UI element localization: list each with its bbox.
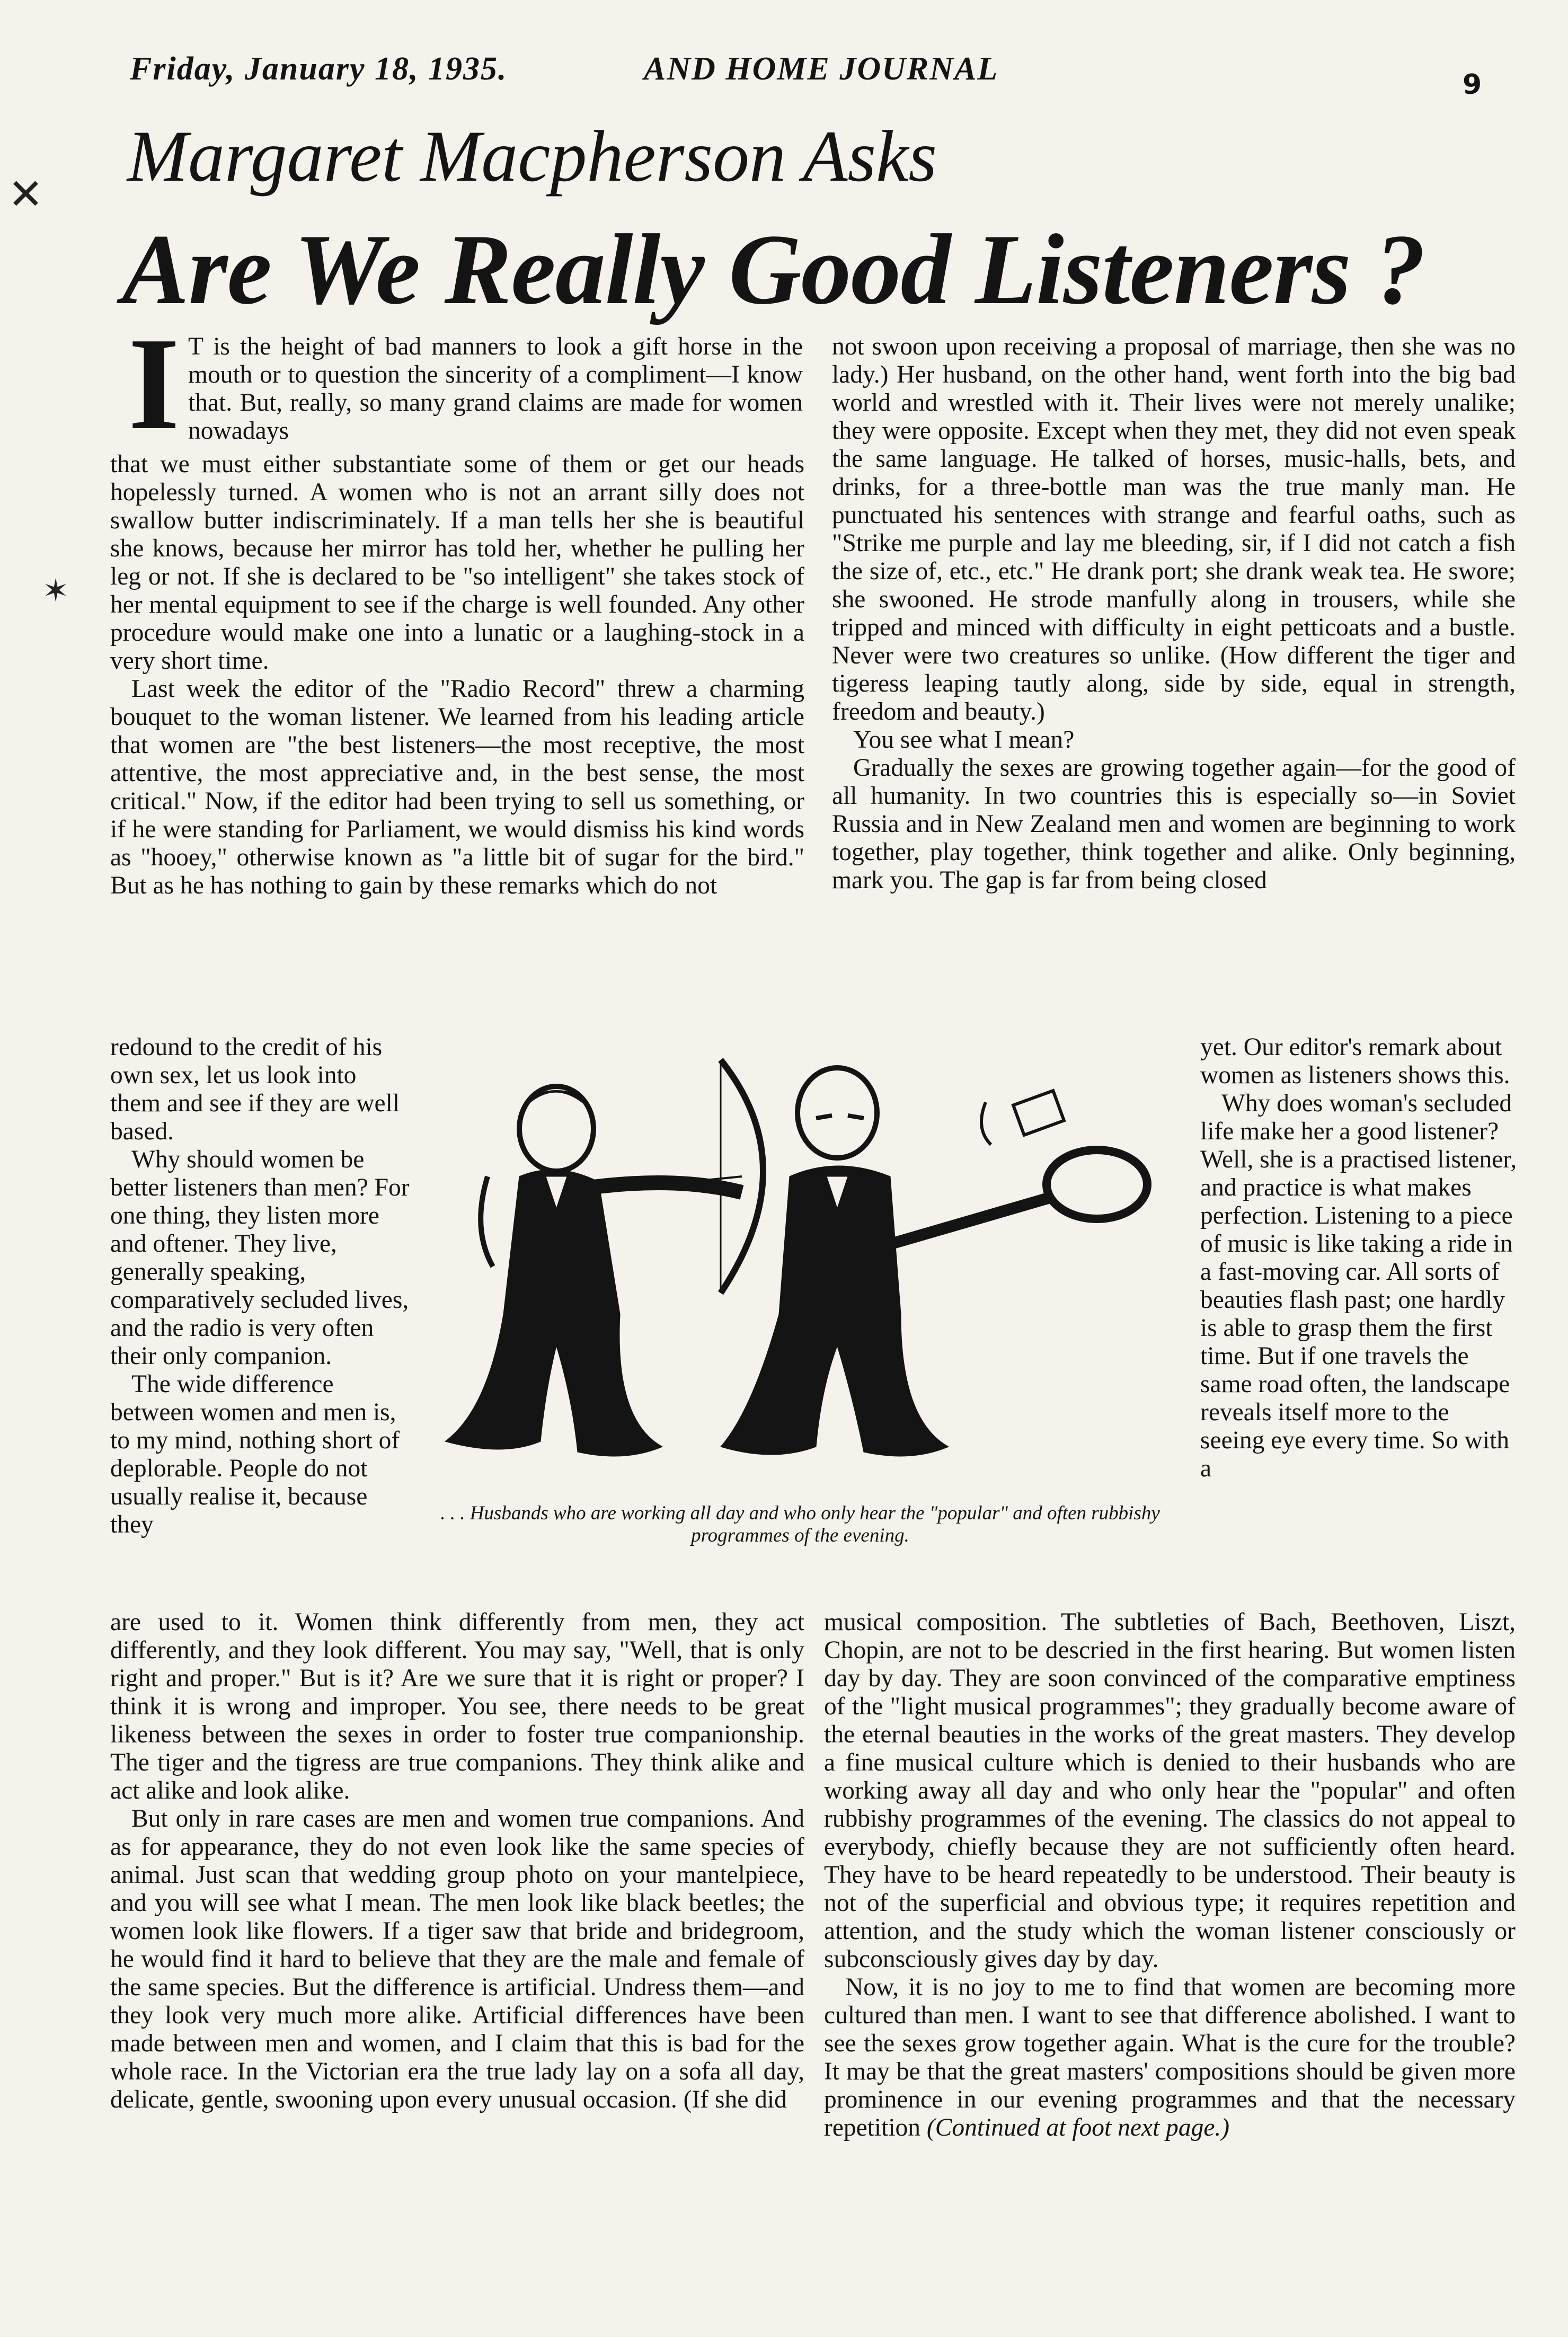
right-figure-banjo-player (721, 1068, 1147, 1456)
paragraph-wide-difference: The wide difference between women and men is, to my mind, nothing short of deplorable. People do not usually realise it, because they (110, 1370, 400, 1538)
illustration-caption: . . . Husbands who are working all day and who only hear the "popular" and often rubbishy programmes of the evening. (440, 1502, 1160, 1546)
running-header-publication: AND HOME JOURNAL (644, 51, 999, 87)
paragraph-see-what-i-mean: You see what I mean? (853, 726, 1075, 754)
left-column-narrow (110, 1033, 412, 1539)
paragraph-victorian: not swoon upon receiving a proposal of marriage, then she was no lady.) Her husband, on the other hand, went forth into the big bad world and wrestled with it. Their lives were not merely unalike; they were opposite. Except when they met, they did not even speak the same language. He talked of horses, music-halls, bets, and drinks, for a three-bottle man was the true manly man. He punctuated his sentences with strange and fearful oaths, such as "Strike me purple and lay me bleeding, sir, if I did not catch a fish the size of, etc., etc." He drank port; she drank weak tea. He swore; she swooned. He strode manfully along in trousers, while she tripped and minced with difficulty in eight petticoats and a bustle. Never were two creatures so unlike. (How different the tiger and tigeress leaping tautly along, side by side, equal in strength, freedom and beauty.) (832, 333, 1516, 725)
article-headline: Are We Really Good Listeners ? (122, 214, 1425, 325)
intro-continued: that we must either substantiate some of them or get our heads hopelessly turned. A women who is not an arrant silly does not swallow butter indiscriminately. If a man tells her she is beautiful she knows, because her mirror has told her, whether he pulling her leg or not. If she is declared to be "so intelligent" she takes stock of her mental equipment to see if the charge is well founded. Any other procedure would make one into a lunatic or a laughing-stock in a very short time. (110, 450, 804, 675)
paragraph-editor-remark: yet. Our editor's remark about women as listeners shows this. (1200, 1033, 1510, 1089)
right-column-narrow (1200, 1033, 1518, 1483)
paragraph-rare-cases: But only in rare cases are men and women true companions. And as for appearance, they do not even look like the same species of animal. Just scan that wedding group photo on your mantelpiece, and you will see what I mean. The men look like black beetles; the women look like flowers. If a tiger saw that bride and bridegroom, he would find it hard to believe that they are the male and female of the same species. But the difference is artificial. Undress them—and they look very much more alike. Artificial differences have been made between men and women, and I claim that this is bad for the whole race. In the Victorian era the true lady lay on a sofa all day, delicate, gentle, swooning upon every unusual occasion. (If she did (110, 1805, 804, 2113)
paragraph-no-joy (824, 1973, 1516, 2142)
left-column-lower (110, 1608, 804, 2114)
paragraph-musical-composition: musical composition. The subtleties of Bach, Beethoven, Liszt, Chopin, are not to be descried in the first hearing. But women listen day by day. They are soon convinced of the comparative emptiness of the "light musical programmes"; they gradually become aware of the eternal beauties in the works of the great masters. They develop a fine musical culture which is denied to their husbands who are working away all day and who only hear the "popular" and often rubbishy programmes of the evening. The classics do not appeal to everybody, chiefly because they are not sufficiently often heard. They have to be heard repeatedly to be understood. Their beauty is not of the superficial and obvious type; it requires repetition and attention, and the study which the woman listener consciously or subconsciously gives day by day. (824, 1608, 1516, 1973)
drop-cap: I (128, 311, 180, 457)
right-column-lower (824, 1608, 1516, 2142)
paragraph-practised-listener: Why does woman's secluded life make her a good listener? Well, she is a practised listener, and practice is what makes perfection. Listening to a piece of music is like taking a ride in a fast-moving car. All sorts of beauties flash past; one hardly is able to grasp them the first time. But if one travels the same road often, the landscape reveals itself more to the seeing eye every time. So with a (1200, 1090, 1517, 1482)
left-figure-archer (445, 1060, 763, 1456)
article-kicker: Margaret Macpherson Asks (127, 116, 937, 197)
intro-paragraph: T is the height of bad manners to look a gift horse in the mouth or to question the sincerity of a compliment—I know that. But, really, so many grand claims are made for women nowadays (188, 333, 803, 445)
page-number: 9 (1463, 69, 1483, 101)
paragraph-gradually: Gradually the sexes are growing together again—for the good of all humanity. In two countries this is especially so—in Soviet Russia and in New Zealand men and women are beginning to work together, play together, think together and alike. Only beginning, mark you. The gap is far from being closed (832, 754, 1516, 894)
margin-mark-left-top: ✕ (8, 170, 44, 219)
continued-note: (Continued at foot next page.) (926, 2114, 1230, 2141)
right-figure-head (798, 1068, 877, 1158)
paragraph-last-week: Last week the editor of the "Radio Record" threw a charming bouquet to the woman listener. We learned from his leading article that women are "the best listeners—the most receptive, the most attentive, the most appreciative and, in the best sense, the most critical." Now, if the editor had been trying to sell us something, or if he were standing for Parliament, we would dismiss his kind words as "hooey," otherwise known as "a little bit of sugar for the bird." But as he has nothing to gain by these remarks which do not (110, 675, 804, 899)
intro-first-lines (188, 333, 803, 445)
right-column-upper (832, 333, 1516, 895)
paragraph-used-to-it: are used to it. Women think differently from men, they act differently, and they look different. You may say, "Well, that is only right and proper." But is it? Are we sure that it is right or proper? I think it is wrong and improper. You see, there needs to be great likeness between the sexes in order to foster true companionship. The tiger and the tigress are true companions. They think alike and act alike and look alike. (110, 1608, 804, 1804)
paragraph-redound: redound to the credit of his own sex, let us look into them and see if they are well based. (110, 1033, 400, 1145)
cartoon-illustration (424, 1017, 1176, 1505)
closing-text: Now, it is no joy to me to find that women are becoming more cultured than men. I want to see that difference abolished. I want to see the sexes grow together again. What is the cure for the trouble? It may be that the great masters' compositions should be given more prominence in our evening programmes and that the necessary repetition (824, 1973, 1516, 2141)
left-column-upper (110, 450, 804, 900)
margin-ink-blot: ✶ (42, 572, 69, 609)
running-header-date: Friday, January 18, 1935. (130, 51, 508, 87)
paragraph-why-listeners: Why should women be better listeners than men? For one thing, they listen more and oftener. They live, generally speaking, comparatively secluded lives, and the radio is very often their only companion. (110, 1146, 410, 1370)
